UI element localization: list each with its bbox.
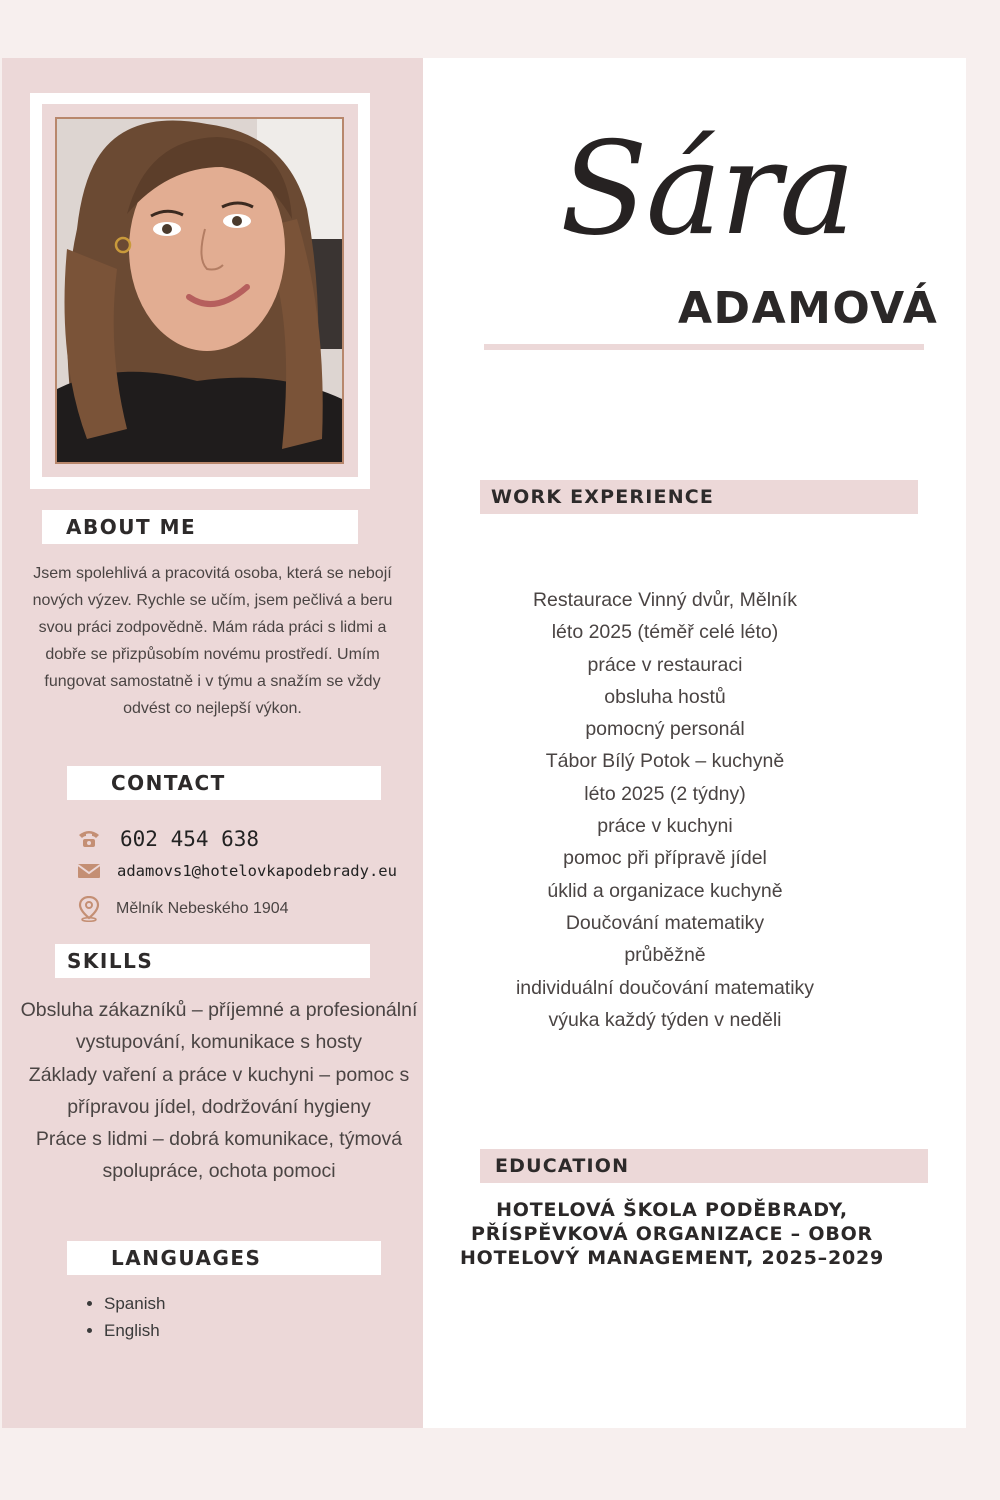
contact-address-row <box>76 896 289 922</box>
contact-phone[interactable]: 602 454 638 <box>120 827 260 851</box>
phone-icon <box>76 826 102 852</box>
location-pin-icon <box>76 896 102 922</box>
work-heading-band <box>480 480 918 514</box>
work-line: pomoc při přípravě jídel <box>563 847 767 870</box>
work-line: Restaurace Vinný dvůr, Mělník <box>532 589 798 611</box>
first-name: Sára <box>560 115 854 264</box>
contact-heading-box <box>67 766 381 800</box>
education-entry <box>440 1198 904 1270</box>
work-line: práce v kuchyni <box>597 815 733 838</box>
work-line: obsluha hostů <box>604 685 726 708</box>
profile-photo <box>55 117 344 464</box>
skill-item: Obsluha zákazníků – příjemné a profesionální vystupování, komunikace s hosty <box>20 999 418 1054</box>
language-item: • English <box>104 1317 165 1344</box>
work-line: pomocný personál <box>585 718 745 741</box>
profile-photo-illustration <box>57 119 342 462</box>
mail-icon <box>76 858 102 884</box>
work-line: individuální doučování matematiky <box>515 976 815 999</box>
contact-heading: CONTACT <box>111 771 226 795</box>
education-heading-band <box>480 1149 928 1183</box>
work-line: práce v restauraci <box>587 653 743 676</box>
education-line: HOTELOVÝ MANAGEMENT, 2025–2029 <box>459 1247 885 1269</box>
contact-address: Mělník Nebeského 1904 <box>116 900 289 917</box>
work-heading: WORK EXPERIENCE <box>491 486 715 508</box>
skills-heading: SKILLS <box>67 949 154 973</box>
work-line: výuka každý týden v neděli <box>548 1008 782 1031</box>
education-heading: EDUCATION <box>495 1155 630 1177</box>
skill-item: Práce s lidmi – dobrá komunikace, týmová spolupráce, ochota pomoci <box>35 1128 403 1183</box>
skills-list <box>14 994 424 1188</box>
education-line: PŘÍSPĚVKOVÁ ORGANIZACE – OBOR <box>471 1223 873 1245</box>
last-name: ADAMOVÁ <box>678 283 939 334</box>
work-experience-list <box>470 584 860 1036</box>
education-line: HOTELOVÁ ŠKOLA PODĚBRADY, <box>496 1199 848 1221</box>
languages-heading: LANGUAGES <box>111 1246 262 1270</box>
work-line: léto 2025 (2 týdny) <box>584 782 746 805</box>
skills-heading-box <box>55 944 370 978</box>
about-heading: ABOUT ME <box>66 515 197 539</box>
work-line: úklid a organizace kuchyně <box>547 879 783 902</box>
work-line: Tábor Bílý Potok – kuchyně <box>545 750 785 773</box>
language-item: • Spanish <box>104 1290 165 1317</box>
about-heading-box <box>42 510 358 544</box>
languages-heading-box <box>67 1241 381 1275</box>
contact-email[interactable]: adamovs1@hotelovkapodebrady.eu <box>117 862 397 880</box>
contact-phone-row <box>76 826 259 852</box>
name-divider <box>484 344 924 350</box>
skill-item: Základy vaření a práce v kuchyni – pomoc s přípravou jídel, dodržování hygieny <box>28 1063 410 1118</box>
about-text: Jsem spolehlivá a pracovitá osoba, která se nebojí nových výzev. Rychle se učím, jsem pečlivá a beru svou práci zodpovědně. Mám ráda práci s lidmi a dobře se přizpůsobím novému prostředí. Umím fungovat samostatně i v týmu a snažím se vždy odvést co nejlepší výkon. <box>32 565 393 717</box>
work-line: průběžně <box>624 944 706 967</box>
work-line: léto 2025 (téměř celé léto) <box>551 621 779 644</box>
work-line: Doučování matematiky <box>565 911 765 934</box>
contact-email-row <box>76 858 397 884</box>
languages-list <box>84 1290 165 1344</box>
